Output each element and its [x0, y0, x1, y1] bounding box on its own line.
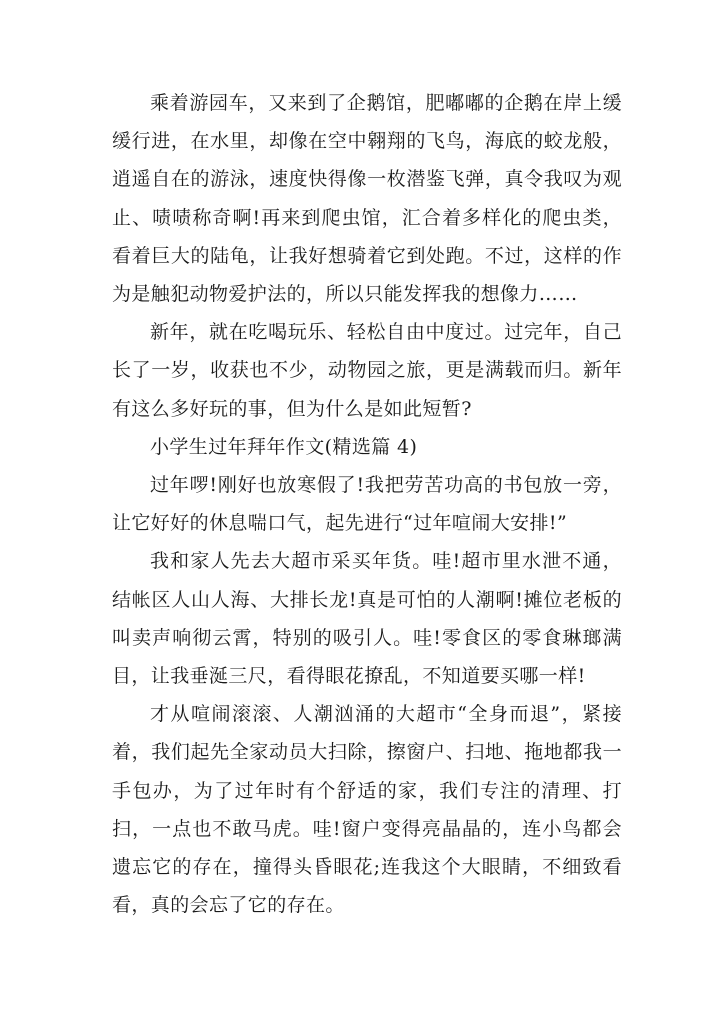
- section-heading: 小学生过年拜年作文(精选篇 4): [150, 435, 418, 458]
- paragraph-penguin-reptile: 乘着游园车，又来到了企鹅馆，肥嘟嘟的企鹅在岸上缓缓行进，在水里，却像在空中翱翔的飞鸟，海底的蛟龙般，逍遥自在的游泳，速度快得像一枚潜鉴飞弹，真令我叹为观止、啧啧称奇啊!再来到爬虫馆，汇合着多样化的爬虫类，看着巨大的陆龟，让我好想骑着它到处跑。不过，这样的作为是触犯动物爱护法的，所以只能发挥我的想像力……: [112, 92, 622, 306]
- paragraph-winter-break: 过年啰!刚好也放寒假了!我把劳苦功高的书包放一旁，让它好好的休息喘口气，起先进行“过年喧闹大安排!”: [112, 474, 622, 535]
- paragraph-supermarket: 我和家人先去大超市采买年货。哇!超市里水泄不通，结帐区人山人海、大排长龙!真是可怕的人潮啊!摊位老板的叫卖声响彻云霄，特别的吸引人。哇!零食区的零食琳瑯满目，让我垂涎三尺，看得眼花撩乱，不知道要买哪一样!: [112, 550, 622, 688]
- paragraph-new-year-summary: 新年，就在吃喝玩乐、轻松自由中度过。过完年，自己长了一岁，收获也不少，动物园之旅，更是满载而归。新年有这么多好玩的事，但为什么是如此短暂?: [112, 321, 622, 420]
- document-body: [112, 84, 622, 924]
- paragraph-cleaning: 才从喧闹滚滚、人潮汹涌的大超市“全身而退”，紧接着，我们起先全家动员大扫除，擦窗户、扫地、拖地都我一手包办，为了过年时有个舒适的家，我们专注的清理、打扫，一点也不敢马虎。哇!窗户变得亮晶晶的，连小鸟都会遗忘它的存在，撞得头昏眼花;连我这个大眼睛，不细致看看，真的会忘了它的存在。: [112, 703, 622, 917]
